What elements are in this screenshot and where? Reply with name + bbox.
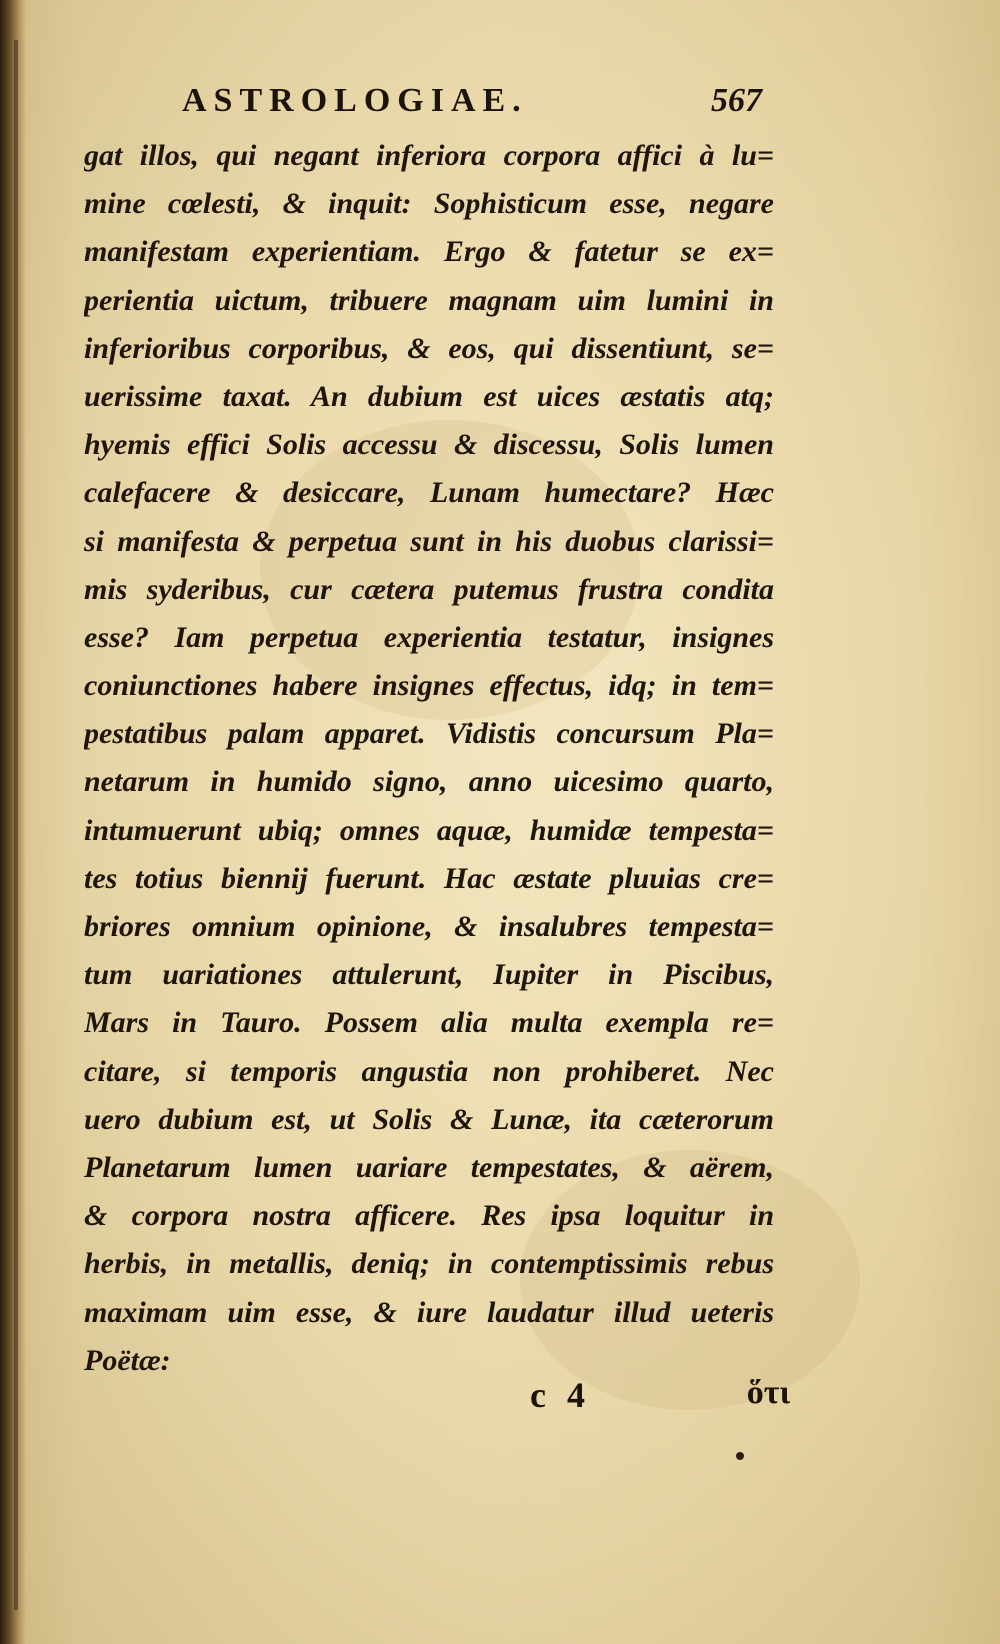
text-line: uero dubium est, ut Solis & Lunæ, ita cæterorum (84, 1102, 774, 1136)
running-head: ASTROLOGIAE. (182, 82, 528, 119)
text-line: citare, si temporis angustia non prohiberet. Nec (84, 1054, 774, 1088)
signature-mark: c 4 (530, 1375, 591, 1415)
text-line: briores omnium opinione, & insalubres tempesta= (84, 910, 774, 943)
text-line: manifestam experientiam. Ergo & fatetur se ex= (84, 235, 774, 269)
page-footer (530, 1374, 790, 1424)
ink-speck (736, 1452, 744, 1460)
page-header (182, 82, 762, 128)
text-line: inferioribus corporibus, & eos, qui dissentiunt, se= (84, 331, 774, 365)
text-line: tes totius biennij fuerunt. Hac æstate pluuias cre= (84, 861, 774, 895)
text-line: esse? Iam perpetua experientia testatur, insignes (84, 620, 774, 654)
page-number: 567 (711, 82, 762, 119)
binding-edge (14, 40, 18, 1610)
binding-shadow (0, 0, 26, 1644)
text-line: pestatibus palam apparet. Vidistis concursum Pla= (84, 717, 774, 751)
text-line: Planetarum lumen uariare tempestates, & aërem, (84, 1150, 774, 1184)
text-line: Poëtæ: (84, 1343, 171, 1377)
text-line: gat illos, qui negant inferiora corpora affici à lu= (84, 139, 774, 172)
text-line: perientia uictum, tribuere magnam uim lumini in (84, 283, 774, 317)
text-line: Mars in Tauro. Possem alia multa exempla re= (84, 1006, 774, 1040)
text-line: tum uariationes attulerunt, Iupiter in Piscibus, (84, 958, 774, 992)
text-line: si manifesta & perpetua sunt in his duobus clarissi= (84, 524, 774, 558)
text-line: & corpora nostra afficere. Res ipsa loquitur in (84, 1199, 774, 1233)
text-line: mine cœlesti, & inquit: Sophisticum esse, negare (84, 187, 774, 221)
text-line: netarum in humido signo, anno uicesimo quarto, (84, 765, 774, 799)
text-line: calefacere & desiccare, Lunam humectare? Hæc (84, 476, 774, 510)
catchword: ὅτι (746, 1374, 790, 1411)
text-line: coniunctiones habere insignes effectus, idq; in tem= (84, 669, 774, 703)
body-text (84, 132, 774, 1385)
text-line: mis syderibus, cur cætera putemus frustra condita (84, 572, 774, 606)
text-line: maximam uim esse, & iure laudatur illud ueteris (84, 1295, 774, 1329)
text-line: intumuerunt ubiq; omnes aquæ, humidæ tempesta= (84, 813, 774, 847)
text-line: hyemis effici Solis accessu & discessu, Solis lumen (84, 428, 774, 462)
text-line: uerissime taxat. An dubium est uices æstatis atq; (84, 379, 774, 413)
text-line: herbis, in metallis, deniq; in contemptissimis rebus (84, 1247, 774, 1281)
